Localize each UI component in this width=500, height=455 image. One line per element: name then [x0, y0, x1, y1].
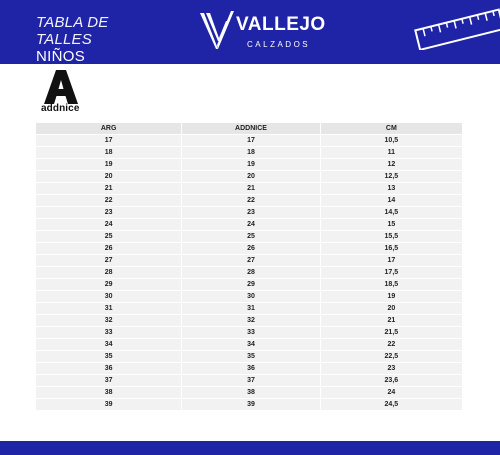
table-row [36, 135, 462, 147]
cm-size-cell: 20 [321, 303, 462, 315]
title-line-1: TABLA DE [36, 14, 109, 31]
table-row [36, 195, 462, 207]
table-row [36, 219, 462, 231]
arg-size-cell: 27 [36, 255, 182, 267]
addnice-size-cell: 34 [182, 339, 320, 351]
addnice-size-cell: 17 [182, 135, 320, 147]
table-row [36, 399, 462, 411]
addnice-size-cell: 27 [182, 255, 320, 267]
table-row [36, 207, 462, 219]
table-row [36, 243, 462, 255]
table-row [36, 147, 462, 159]
logo-text: VALLEJO [236, 14, 326, 35]
column-header-arg: ARG [36, 123, 182, 135]
cm-size-cell: 19 [321, 291, 462, 303]
cm-size-cell: 14 [321, 195, 462, 207]
cm-size-cell: 12,5 [321, 171, 462, 183]
addnice-size-cell: 26 [182, 243, 320, 255]
arg-size-cell: 26 [36, 243, 182, 255]
title-line-3: NIÑOS [36, 48, 86, 64]
table-row [36, 351, 462, 363]
arg-size-cell: 32 [36, 315, 182, 327]
cm-size-cell: 14,5 [321, 207, 462, 219]
title-line-2: TALLES [36, 31, 92, 48]
table-row [36, 279, 462, 291]
arg-size-cell: 33 [36, 327, 182, 339]
cm-size-cell: 16,5 [321, 243, 462, 255]
addnice-size-cell: 37 [182, 375, 320, 387]
addnice-size-cell: 36 [182, 363, 320, 375]
cm-size-cell: 22 [321, 339, 462, 351]
addnice-size-cell: 24 [182, 219, 320, 231]
arg-size-cell: 18 [36, 147, 182, 159]
addnice-size-cell: 29 [182, 279, 320, 291]
addnice-size-cell: 23 [182, 207, 320, 219]
addnice-size-cell: 31 [182, 303, 320, 315]
arg-size-cell: 22 [36, 195, 182, 207]
cm-size-cell: 23 [321, 363, 462, 375]
addnice-logo-icon [44, 70, 78, 104]
arg-size-cell: 25 [36, 231, 182, 243]
table-body [36, 135, 462, 411]
cm-size-cell: 17,5 [321, 267, 462, 279]
table-row [36, 387, 462, 399]
arg-size-cell: 17 [36, 135, 182, 147]
arg-size-cell: 39 [36, 399, 182, 411]
table-row [36, 375, 462, 387]
cm-size-cell: 24,5 [321, 399, 462, 411]
cm-size-cell: 11 [321, 147, 462, 159]
cm-size-cell: 13 [321, 183, 462, 195]
column-header-addnice: ADDNICE [182, 123, 320, 135]
arg-size-cell: 21 [36, 183, 182, 195]
size-table [36, 123, 462, 411]
arg-size-cell: 19 [36, 159, 182, 171]
arg-size-cell: 30 [36, 291, 182, 303]
cm-size-cell: 15 [321, 219, 462, 231]
table-row [36, 327, 462, 339]
addnice-size-cell: 38 [182, 387, 320, 399]
cm-size-cell: 23,6 [321, 375, 462, 387]
arg-size-cell: 29 [36, 279, 182, 291]
cm-size-cell: 21,5 [321, 327, 462, 339]
table-row [36, 267, 462, 279]
cm-size-cell: 10,5 [321, 135, 462, 147]
addnice-size-cell: 19 [182, 159, 320, 171]
arg-size-cell: 37 [36, 375, 182, 387]
table-row [36, 303, 462, 315]
ruler-icon [412, 6, 500, 50]
table-row [36, 339, 462, 351]
addnice-size-cell: 32 [182, 315, 320, 327]
arg-size-cell: 24 [36, 219, 182, 231]
addnice-size-cell: 22 [182, 195, 320, 207]
header-banner [0, 0, 500, 64]
arg-size-cell: 34 [36, 339, 182, 351]
table-header-row [36, 123, 462, 135]
table-row [36, 291, 462, 303]
arg-size-cell: 31 [36, 303, 182, 315]
logo-subtext: CALZADOS [247, 40, 311, 49]
table-row [36, 183, 462, 195]
cm-size-cell: 12 [321, 159, 462, 171]
table-row [36, 363, 462, 375]
table-row [36, 255, 462, 267]
table-row [36, 315, 462, 327]
cm-size-cell: 18,5 [321, 279, 462, 291]
addnice-size-cell: 21 [182, 183, 320, 195]
cm-size-cell: 17 [321, 255, 462, 267]
arg-size-cell: 38 [36, 387, 182, 399]
arg-size-cell: 28 [36, 267, 182, 279]
table-row [36, 231, 462, 243]
cm-size-cell: 15,5 [321, 231, 462, 243]
table-row [36, 159, 462, 171]
addnice-size-cell: 28 [182, 267, 320, 279]
addnice-size-cell: 35 [182, 351, 320, 363]
arg-size-cell: 23 [36, 207, 182, 219]
addnice-size-cell: 39 [182, 399, 320, 411]
cm-size-cell: 24 [321, 387, 462, 399]
addnice-size-cell: 30 [182, 291, 320, 303]
addnice-size-cell: 25 [182, 231, 320, 243]
footer-bar [0, 441, 500, 455]
vallejo-logo-icon [198, 9, 238, 55]
table-row [36, 171, 462, 183]
arg-size-cell: 20 [36, 171, 182, 183]
cm-size-cell: 21 [321, 315, 462, 327]
addnice-size-cell: 33 [182, 327, 320, 339]
arg-size-cell: 35 [36, 351, 182, 363]
addnice-size-cell: 20 [182, 171, 320, 183]
column-header-cm: CM [321, 123, 462, 135]
brand-name: addnice [41, 103, 80, 114]
arg-size-cell: 36 [36, 363, 182, 375]
addnice-size-cell: 18 [182, 147, 320, 159]
cm-size-cell: 22,5 [321, 351, 462, 363]
